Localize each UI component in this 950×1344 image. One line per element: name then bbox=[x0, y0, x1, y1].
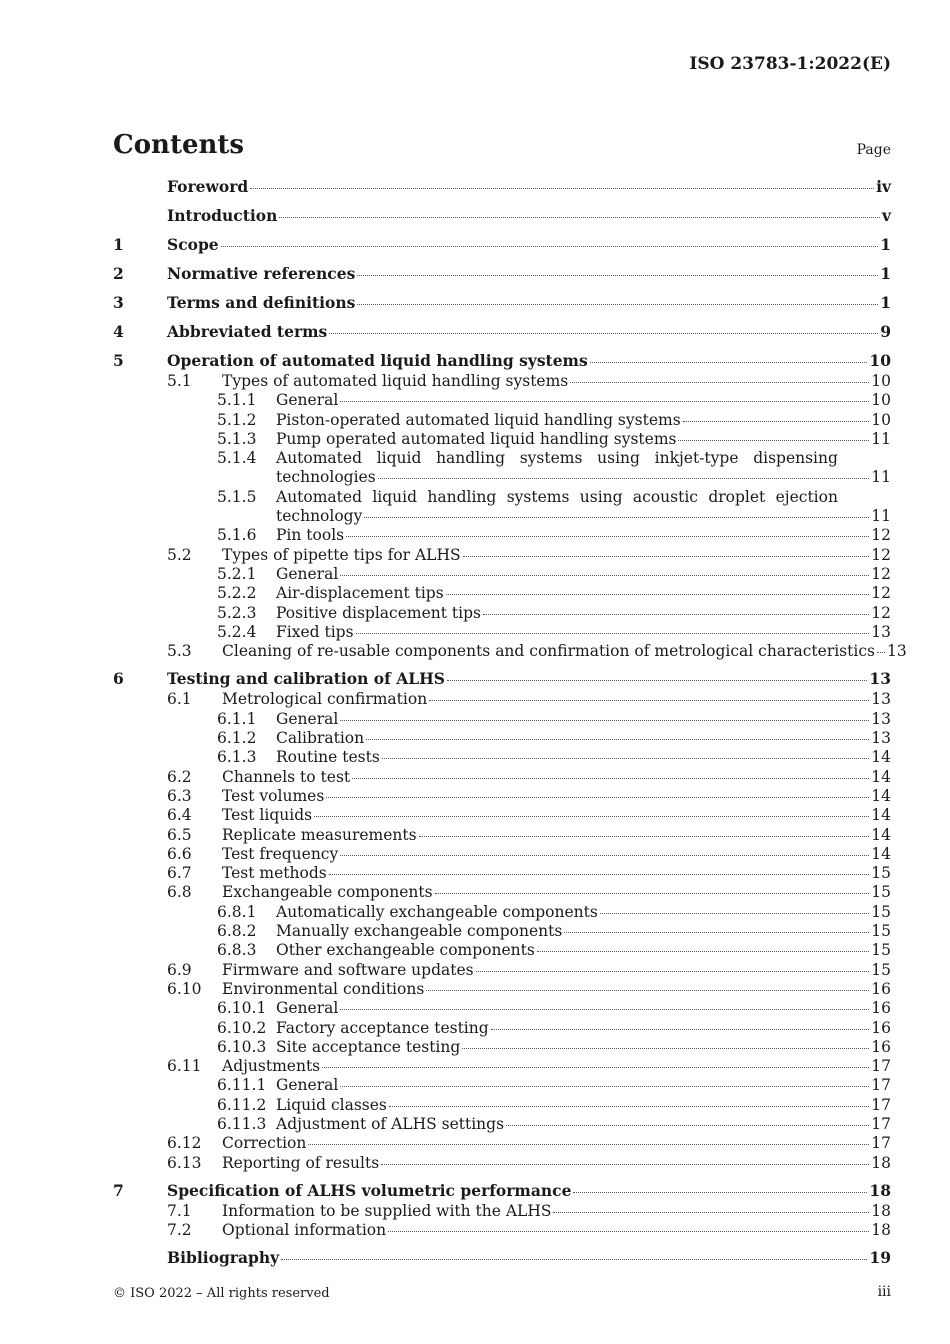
toc-entry-text: Bibliography bbox=[167, 1248, 280, 1268]
toc-entry-page: 13 bbox=[871, 622, 891, 641]
dot-leader bbox=[346, 535, 869, 537]
toc-entry-text-word: systems bbox=[519, 449, 583, 468]
toc-entry-text: Fixed tips bbox=[276, 622, 354, 641]
toc-entry-text: Routine tests bbox=[276, 748, 380, 767]
toc-entry-number: 6.1.3 bbox=[217, 748, 257, 767]
toc-entry-page: 11 bbox=[871, 468, 891, 487]
toc-entry-text-word: liquid bbox=[376, 449, 422, 468]
toc-entry-number: 6.5 bbox=[167, 825, 192, 844]
dot-leader bbox=[678, 439, 869, 441]
toc-entry-text-word: using bbox=[597, 449, 640, 468]
toc-entry-page: 13 bbox=[869, 669, 891, 689]
toc-entry[interactable] bbox=[113, 661, 891, 689]
toc-entry[interactable] bbox=[113, 748, 891, 767]
toc-entry-text: Environmental conditions bbox=[222, 979, 425, 998]
toc-entry-page: 18 bbox=[871, 1221, 891, 1240]
dot-leader bbox=[877, 651, 885, 653]
toc-entry[interactable] bbox=[113, 1221, 891, 1240]
toc-entry-number: 6.11.3 bbox=[217, 1114, 267, 1133]
dot-leader bbox=[364, 516, 869, 518]
toc-entry-number: 6.13 bbox=[167, 1153, 202, 1172]
toc-entry-page: 12 bbox=[871, 584, 891, 603]
toc-entry-number: 6.11.2 bbox=[217, 1095, 267, 1114]
toc-entry[interactable] bbox=[113, 806, 891, 825]
dot-leader bbox=[419, 835, 870, 837]
toc-entry-text-word: using bbox=[579, 487, 623, 506]
toc-entry-page: 10 bbox=[871, 372, 891, 390]
toc-entry[interactable] bbox=[113, 1096, 891, 1115]
dot-leader bbox=[506, 1124, 869, 1126]
toc-entry[interactable] bbox=[113, 845, 891, 864]
toc-entry-text: Test liquids bbox=[222, 806, 313, 825]
dot-leader bbox=[382, 757, 869, 759]
toc-entry[interactable] bbox=[113, 1134, 891, 1153]
toc-entry-page: 15 bbox=[871, 902, 891, 921]
toc-entry-number: 5.1.3 bbox=[217, 429, 257, 448]
toc-entry-number: 5.2.4 bbox=[217, 622, 257, 641]
toc-entry-text-word: handling bbox=[436, 449, 506, 468]
dot-leader bbox=[340, 400, 869, 402]
toc-entry-text: Adjustments bbox=[222, 1057, 321, 1076]
dot-leader bbox=[573, 1191, 867, 1193]
toc-entry-text: Types of pipette tips for ALHS bbox=[222, 545, 461, 564]
toc-entry-page: 16 bbox=[871, 1037, 891, 1056]
toc-entry-number: 5.2 bbox=[167, 545, 192, 564]
toc-entry[interactable] bbox=[113, 922, 891, 941]
dot-leader bbox=[463, 555, 870, 557]
toc-entry-text: General bbox=[276, 709, 339, 728]
toc-entry-page: 10 bbox=[871, 391, 891, 410]
toc-entry-number: 5.1.6 bbox=[217, 526, 257, 545]
toc-entry-text: Terms and definitions bbox=[167, 293, 356, 312]
toc-entry-number: 6.1.2 bbox=[217, 729, 257, 748]
toc-entry[interactable] bbox=[113, 314, 891, 342]
dot-leader bbox=[483, 613, 869, 615]
dot-leader bbox=[553, 1211, 869, 1213]
toc-entry-number: 5.1.2 bbox=[217, 410, 257, 429]
toc-entry[interactable] bbox=[113, 488, 891, 527]
toc-entry-text-word: handling bbox=[427, 487, 497, 506]
toc-entry-text: Air-displacement tips bbox=[276, 584, 444, 603]
toc-entry-text: Adjustment of ALHS settings bbox=[276, 1114, 505, 1133]
toc-entry-number: 5.2.2 bbox=[217, 584, 257, 603]
toc-entry[interactable] bbox=[113, 642, 907, 661]
toc-entry-text-word: ejection bbox=[775, 487, 838, 506]
toc-entry-page: 1 bbox=[880, 264, 891, 283]
toc-entry[interactable] bbox=[113, 729, 891, 748]
dot-leader bbox=[329, 873, 870, 875]
toc-entry-page: 15 bbox=[871, 883, 891, 902]
toc-entry-number: 2 bbox=[113, 264, 124, 283]
toc-entry-number: 6.1 bbox=[167, 690, 192, 709]
toc-entry[interactable] bbox=[113, 526, 891, 545]
toc-entry-text-word: acoustic bbox=[632, 487, 698, 506]
dot-leader bbox=[600, 912, 869, 914]
toc-entry-text: Types of automated liquid handling systems bbox=[222, 372, 569, 390]
toc-entry-page: 18 bbox=[871, 1201, 891, 1220]
dot-leader bbox=[389, 1105, 869, 1107]
toc-entry-text: Cleaning of re-usable components and confirmation of metrological characteristics bbox=[222, 642, 875, 661]
document-id: ISO 23783-1:2022(E) bbox=[689, 54, 891, 74]
toc-entry-page: 17 bbox=[871, 1076, 891, 1095]
toc-entry[interactable] bbox=[113, 411, 891, 430]
toc-entry-text-word: droplet bbox=[708, 487, 766, 506]
toc-entry-text: Liquid classes bbox=[276, 1095, 387, 1114]
toc-entry-number: 3 bbox=[113, 293, 124, 312]
toc-entry-number: 6.6 bbox=[167, 844, 192, 863]
toc-entry[interactable] bbox=[113, 1115, 891, 1134]
toc-entry-number: 6.10.2 bbox=[217, 1018, 267, 1037]
toc-entry[interactable] bbox=[113, 177, 891, 197]
toc-entry-text: Operation of automated liquid handling systems bbox=[167, 351, 588, 370]
dot-leader bbox=[356, 632, 870, 634]
toc-entry-page: 14 bbox=[871, 748, 891, 767]
dot-leader bbox=[462, 1047, 869, 1049]
dot-leader bbox=[435, 892, 870, 894]
toc-entry-number: 1 bbox=[113, 235, 124, 254]
toc-entry-page: 17 bbox=[871, 1057, 891, 1076]
toc-entry-number: 5.1.1 bbox=[217, 391, 257, 410]
toc-entry-page: 15 bbox=[871, 864, 891, 883]
toc-entry[interactable] bbox=[113, 690, 891, 709]
toc-entry-text: Firmware and software updates bbox=[222, 960, 474, 979]
toc-entry-text: Automatically exchangeable components bbox=[276, 902, 598, 921]
toc-entry-text: Normative references bbox=[167, 264, 356, 283]
toc-entry-page: 13 bbox=[871, 690, 891, 709]
toc-entry-page: 16 bbox=[871, 979, 891, 998]
toc-entry-number: 5.3 bbox=[167, 642, 192, 661]
dot-leader bbox=[340, 854, 869, 856]
table-of-contents bbox=[113, 177, 907, 1269]
toc-entry-page: 14 bbox=[871, 767, 891, 786]
toc-entry-page: 16 bbox=[871, 1018, 891, 1037]
toc-entry-page: 1 bbox=[880, 235, 891, 254]
dot-leader bbox=[279, 216, 880, 218]
toc-entry-number: 5.1 bbox=[167, 372, 192, 390]
dot-leader bbox=[281, 1258, 867, 1260]
toc-entry-text: Correction bbox=[222, 1134, 307, 1153]
toc-entry-text: Foreword bbox=[167, 177, 249, 196]
toc-entry-text: Metrological confirmation bbox=[222, 690, 428, 709]
toc-entry[interactable] bbox=[113, 372, 891, 391]
toc-entry-number: 6.9 bbox=[167, 960, 192, 979]
toc-entry-text: Pump operated automated liquid handling systems bbox=[276, 429, 677, 448]
toc-entry[interactable] bbox=[113, 1057, 891, 1076]
toc-entry[interactable] bbox=[113, 1038, 891, 1057]
toc-entry-text: General bbox=[276, 999, 339, 1018]
toc-entry-number: 6.7 bbox=[167, 864, 192, 883]
dot-leader bbox=[426, 989, 869, 991]
dot-leader bbox=[340, 719, 869, 721]
toc-entry-number: 4 bbox=[113, 322, 124, 341]
toc-entry-text: General bbox=[276, 391, 339, 410]
toc-entry-text: Scope bbox=[167, 235, 219, 254]
toc-entry-number: 6.3 bbox=[167, 786, 192, 805]
toc-entry[interactable] bbox=[113, 1173, 891, 1201]
toc-entry-number: 6 bbox=[113, 669, 124, 689]
toc-entry-page: 16 bbox=[871, 999, 891, 1018]
toc-entry[interactable] bbox=[113, 768, 891, 787]
dot-leader bbox=[250, 187, 874, 189]
dot-leader bbox=[446, 593, 870, 595]
toc-entry-text: Test volumes bbox=[222, 786, 325, 805]
toc-entry-page: 14 bbox=[871, 806, 891, 825]
toc-entry-number: 6.10.3 bbox=[217, 1037, 267, 1056]
dot-leader bbox=[378, 477, 870, 479]
dot-leader bbox=[314, 815, 869, 817]
toc-entry-text-word: Automated bbox=[276, 449, 362, 468]
dot-leader bbox=[564, 931, 869, 933]
toc-entry[interactable] bbox=[113, 565, 891, 584]
toc-entry-text: Manually exchangeable components bbox=[276, 922, 563, 941]
toc-entry-number: 6.10 bbox=[167, 979, 202, 998]
toc-entry[interactable] bbox=[113, 1019, 891, 1038]
toc-entry[interactable] bbox=[113, 961, 891, 980]
toc-entry[interactable] bbox=[113, 604, 891, 623]
toc-entry[interactable] bbox=[113, 980, 891, 999]
toc-entry-text: General bbox=[276, 1076, 339, 1095]
dot-leader bbox=[322, 1066, 869, 1068]
dot-leader bbox=[388, 1230, 869, 1232]
toc-entry-text-word: inkjet-type bbox=[654, 449, 739, 468]
toc-entry-number: 6.8.1 bbox=[217, 902, 257, 921]
dot-leader bbox=[537, 950, 869, 952]
toc-entry-page: 11 bbox=[871, 506, 891, 525]
toc-entry-text: Abbreviated terms bbox=[167, 322, 328, 341]
toc-entry-page: 17 bbox=[871, 1114, 891, 1133]
toc-entry-number: 6.11 bbox=[167, 1057, 202, 1076]
dot-leader bbox=[491, 1028, 870, 1030]
toc-entry-number: 6.8.3 bbox=[217, 941, 257, 960]
toc-entry-number: 6.4 bbox=[167, 806, 192, 825]
toc-entry-text: Other exchangeable components bbox=[276, 941, 535, 960]
dot-leader bbox=[476, 970, 870, 972]
toc-entry-number: 5.1.4 bbox=[217, 449, 257, 468]
toc-entry[interactable] bbox=[113, 864, 891, 883]
toc-entry-page: 11 bbox=[871, 429, 891, 448]
toc-entry-text: Pin tools bbox=[276, 526, 345, 545]
page-title: Contents bbox=[113, 130, 245, 160]
toc-entry[interactable] bbox=[113, 623, 891, 642]
toc-entry-text: Optional information bbox=[222, 1221, 387, 1240]
toc-entry[interactable] bbox=[113, 826, 891, 845]
toc-entry-page: 15 bbox=[871, 960, 891, 979]
toc-entry-number: 5.2.1 bbox=[217, 564, 257, 583]
dot-leader bbox=[340, 1085, 869, 1087]
toc-entry-text-word: systems bbox=[506, 487, 570, 506]
toc-entry-text: Replicate measurements bbox=[222, 825, 417, 844]
toc-entry-text: Information to be supplied with the ALHS bbox=[222, 1201, 552, 1220]
toc-entry-page: 13 bbox=[871, 709, 891, 728]
toc-entry[interactable] bbox=[113, 787, 891, 806]
dot-leader bbox=[357, 274, 878, 276]
page-column-label: Page bbox=[856, 142, 891, 158]
toc-entry-text: Test frequency bbox=[222, 844, 339, 863]
toc-entry-text: Positive displacement tips bbox=[276, 603, 481, 622]
dot-leader bbox=[590, 361, 868, 363]
toc-entry-page: 14 bbox=[871, 844, 891, 863]
dot-leader bbox=[683, 420, 870, 422]
toc-entry[interactable] bbox=[113, 1202, 891, 1221]
toc-entry-page: 14 bbox=[871, 786, 891, 805]
toc-entry-number: 6.8.2 bbox=[217, 922, 257, 941]
toc-entry-text: Piston-operated automated liquid handling systems bbox=[276, 410, 681, 429]
copyright-notice: © ISO 2022 – All rights reserved bbox=[113, 1286, 330, 1301]
toc-entry[interactable] bbox=[113, 449, 891, 488]
dot-leader bbox=[357, 303, 878, 305]
toc-entry[interactable] bbox=[113, 1076, 891, 1095]
toc-entry-number: 7.1 bbox=[167, 1201, 192, 1220]
dot-leader bbox=[352, 777, 869, 779]
toc-entry[interactable] bbox=[113, 285, 891, 313]
toc-entry[interactable] bbox=[113, 883, 891, 902]
toc-entry-text-word: Automated bbox=[276, 487, 362, 506]
toc-entry[interactable] bbox=[113, 256, 891, 284]
toc-entry-page: 1 bbox=[880, 293, 891, 312]
toc-entry-page: 18 bbox=[869, 1180, 891, 1200]
dot-leader bbox=[308, 1143, 869, 1145]
toc-entry-text: technologies bbox=[276, 468, 376, 487]
toc-entry-page: 17 bbox=[871, 1095, 891, 1114]
toc-entry[interactable] bbox=[113, 999, 891, 1018]
toc-entry-number: 7.2 bbox=[167, 1221, 192, 1240]
toc-entry[interactable] bbox=[113, 584, 891, 603]
page-number: iii bbox=[877, 1284, 891, 1300]
toc-entry-text-word: dispensing bbox=[753, 449, 838, 468]
toc-entry-text: Reporting of results bbox=[222, 1153, 380, 1172]
toc-entry[interactable] bbox=[113, 941, 891, 960]
toc-entry-text: Calibration bbox=[276, 729, 365, 748]
toc-entry-text: General bbox=[276, 564, 339, 583]
toc-entry-page: 13 bbox=[871, 729, 891, 748]
toc-entry-number: 6.1.1 bbox=[217, 709, 257, 728]
dot-leader bbox=[570, 381, 869, 383]
toc-entry-text: Site acceptance testing bbox=[276, 1037, 461, 1056]
toc-entry-number: 7 bbox=[113, 1180, 124, 1200]
toc-entry-page: 9 bbox=[880, 322, 891, 341]
toc-entry-text: Factory acceptance testing bbox=[276, 1018, 489, 1037]
toc-entry-number: 6.12 bbox=[167, 1134, 202, 1153]
dot-leader bbox=[381, 1163, 869, 1165]
dot-leader bbox=[429, 699, 869, 701]
toc-entry-text: Channels to test bbox=[222, 767, 351, 786]
toc-entry-page: 15 bbox=[871, 922, 891, 941]
toc-entry-page: 12 bbox=[871, 526, 891, 545]
dot-leader bbox=[340, 1008, 869, 1010]
toc-entry-page: 13 bbox=[886, 642, 907, 661]
dot-leader bbox=[326, 796, 869, 798]
toc-entry[interactable] bbox=[113, 227, 891, 255]
toc-entry-page: 12 bbox=[871, 545, 891, 564]
toc-entry-page: 12 bbox=[871, 603, 891, 622]
toc-entry-page: 10 bbox=[869, 351, 891, 370]
toc-entry-text-word: liquid bbox=[372, 487, 418, 506]
toc-entry[interactable] bbox=[113, 198, 891, 226]
toc-entry-page: 15 bbox=[871, 941, 891, 960]
toc-entry-page: 14 bbox=[871, 825, 891, 844]
toc-entry[interactable] bbox=[113, 343, 891, 371]
toc-entry-text: Testing and calibration of ALHS bbox=[167, 669, 445, 689]
toc-entry-number: 6.10.1 bbox=[217, 999, 267, 1018]
toc-entry-page: iv bbox=[876, 177, 891, 196]
toc-entry-number: 5 bbox=[113, 351, 124, 370]
toc-entry-text: Test methods bbox=[222, 864, 327, 883]
dot-leader bbox=[329, 332, 878, 334]
dot-leader bbox=[340, 574, 869, 576]
toc-entry-page: 10 bbox=[871, 410, 891, 429]
toc-entry-text: technology bbox=[276, 506, 363, 525]
toc-entry-number: 5.1.5 bbox=[217, 487, 257, 506]
toc-entry-text: Introduction bbox=[167, 206, 278, 225]
toc-entry[interactable] bbox=[113, 391, 891, 410]
toc-entry-page: v bbox=[881, 206, 891, 225]
toc-entry-text: Specification of ALHS volumetric performance bbox=[167, 1180, 572, 1200]
toc-entry-page: 17 bbox=[871, 1134, 891, 1153]
toc-entry[interactable] bbox=[113, 710, 891, 729]
toc-entry[interactable] bbox=[113, 1154, 891, 1173]
dot-leader bbox=[366, 738, 869, 740]
toc-entry-number: 6.2 bbox=[167, 767, 192, 786]
toc-entry-page: 18 bbox=[871, 1153, 891, 1172]
toc-entry-number: 5.2.3 bbox=[217, 603, 257, 622]
toc-entry-text: Exchangeable components bbox=[222, 883, 433, 902]
toc-entry[interactable] bbox=[113, 430, 891, 449]
toc-entry[interactable] bbox=[113, 1240, 891, 1268]
toc-entry[interactable] bbox=[113, 903, 891, 922]
dot-leader bbox=[447, 679, 867, 681]
toc-entry-number: 6.11.1 bbox=[217, 1076, 267, 1095]
toc-entry-page: 12 bbox=[871, 564, 891, 583]
dot-leader bbox=[221, 245, 879, 247]
toc-entry[interactable] bbox=[113, 546, 891, 565]
toc-entry-number: 6.8 bbox=[167, 883, 192, 902]
toc-entry-page: 19 bbox=[869, 1248, 891, 1268]
